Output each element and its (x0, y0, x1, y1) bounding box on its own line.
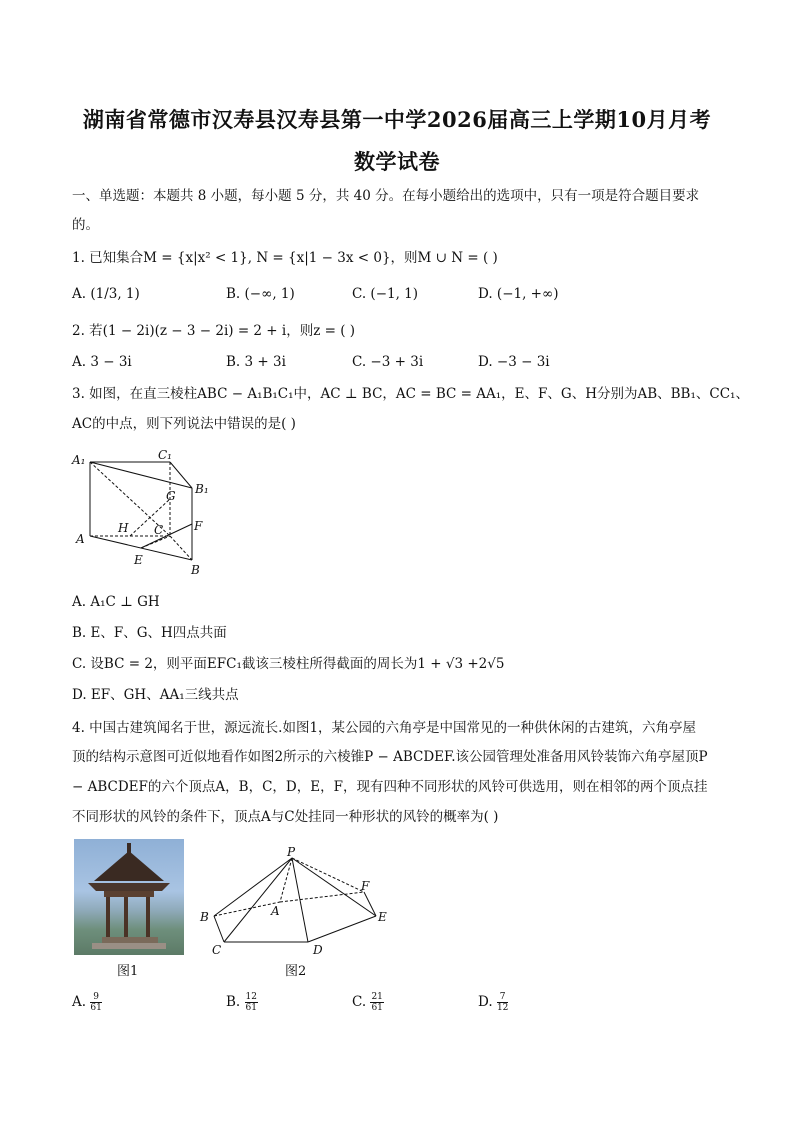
pyramid-figure (196, 846, 396, 960)
exam-title: 湖南省常德市汉寿县汉寿县第一中学2026届高三上学期10月月考 (82, 107, 712, 132)
label-h: H (118, 521, 129, 535)
question-3-stem: 3. 如图，在直三棱柱ABC − A₁B₁C₁中，AC ⊥ BC，AC = BC = AA₁，E、F、G、H分别为AB、BB₁、CC₁、 (72, 386, 749, 402)
q4-option-b-fraction (245, 992, 258, 1013)
q4-a-denominator: 61 (90, 1003, 102, 1013)
q4-c-denominator: 61 (371, 1003, 383, 1013)
q2-option-a: A. 3 − 3i (72, 354, 132, 370)
question-4-stem: 4. 中国古建筑闻名于世，源远流长.如图1，某公园的六角亭是中国常见的一种供休闲的古建筑，六角亭屋 (72, 720, 697, 736)
q2-option-d: D. −3 − 3i (478, 354, 550, 370)
question-4-stem-2: 顶的结构示意图可近似地看作如图2所示的六棱锥P − ABCDEF.该公园管理处准备用风铃装饰六角亭屋顶P (72, 749, 708, 765)
q4-a-numerator: 9 (90, 992, 101, 1003)
q4-option-c (352, 992, 384, 1013)
q4-option-d-letter: D. (478, 994, 493, 1010)
q4-option-a (72, 992, 102, 1013)
q4-option-d-fraction (497, 992, 508, 1013)
q1-option-b: B. (−∞, 1) (226, 286, 295, 302)
label-e2: E (378, 910, 387, 924)
q4-option-b-letter: B. (226, 994, 241, 1010)
question-1-stem: 1. 已知集合M = {x|x² < 1}, N = {x|1 − 3x < 0}，则M ∪ N = ( ) (72, 250, 498, 266)
label-e: E (134, 553, 143, 567)
label-b1: B₁ (195, 482, 209, 496)
label-c1: C₁ (158, 448, 172, 462)
label-c: C (154, 523, 164, 537)
label-f: F (194, 519, 203, 533)
q4-d-denominator: 12 (496, 1003, 509, 1013)
q3-option-a: A. A₁C ⊥ GH (72, 594, 160, 610)
q4-d-numerator: 7 (497, 992, 508, 1003)
q3-option-d: D. EF、GH、AA₁三线共点 (72, 687, 239, 703)
q1-option-c: C. (−1, 1) (352, 286, 419, 302)
q2-option-b: B. 3 + 3i (226, 354, 286, 370)
question-4-stem-4: 不同形状的风铃的条件下，顶点A与C处挂同一种形状的风铃的概率为( ) (72, 809, 499, 825)
q1-option-a: A. (1/3, 1) (72, 286, 140, 302)
exam-subject: 数学试卷 (354, 149, 440, 174)
prism-figure (70, 448, 220, 578)
label-c2: C (212, 943, 222, 957)
figure-2-caption: 图2 (285, 964, 307, 979)
q4-option-c-fraction (370, 992, 383, 1013)
question-3-stem-cont: AC的中点，则下列说法中错误的是( ) (72, 416, 296, 432)
q4-b-numerator: 12 (245, 992, 257, 1002)
label-f2: F (361, 879, 370, 893)
section-instructions-cont: 的。 (72, 217, 99, 233)
q1-option-d: D. (−1, +∞) (478, 286, 559, 302)
label-a2: A (271, 904, 280, 918)
label-p: P (287, 846, 296, 859)
section-instructions: 一、单选题：本题共 8 小题，每小题 5 分，共 40 分。在每小题给出的选项中，只有一项是符合题目要求 (72, 188, 700, 204)
q4-option-b (226, 992, 258, 1013)
figure-1-caption: 图1 (117, 964, 139, 979)
label-b: B (191, 563, 200, 577)
label-b2: B (200, 910, 209, 924)
q4-option-d (478, 992, 508, 1013)
question-4-stem-3: − ABCDEF的六个顶点A，B，C，D，E，F，现有四种不同形状的风铃可供选用，则在相邻的两个顶点挂 (72, 779, 708, 795)
label-d2: D (313, 943, 323, 957)
q4-c-numerator: 21 (371, 992, 383, 1002)
label-a1: A₁ (72, 453, 86, 467)
label-g: G (166, 489, 176, 503)
label-a: A (76, 532, 85, 546)
q4-option-a-fraction (90, 992, 101, 1013)
question-2-stem: 2. 若(1 − 2i)(z − 3 − 2i) = 2 + i，则z = ( ) (72, 323, 356, 339)
q4-option-c-letter: C. (352, 994, 367, 1010)
q4-b-denominator: 61 (245, 1003, 257, 1013)
q3-option-c: C. 设BC = 2，则平面EFC₁截该三棱柱所得截面的周长为1 + √3 +2√5 (72, 656, 505, 672)
q4-option-a-letter: A. (72, 994, 87, 1010)
q2-option-c: C. −3 + 3i (352, 354, 424, 370)
pavilion-photo (74, 839, 184, 955)
q3-option-b: B. E、F、G、H四点共面 (72, 625, 227, 641)
